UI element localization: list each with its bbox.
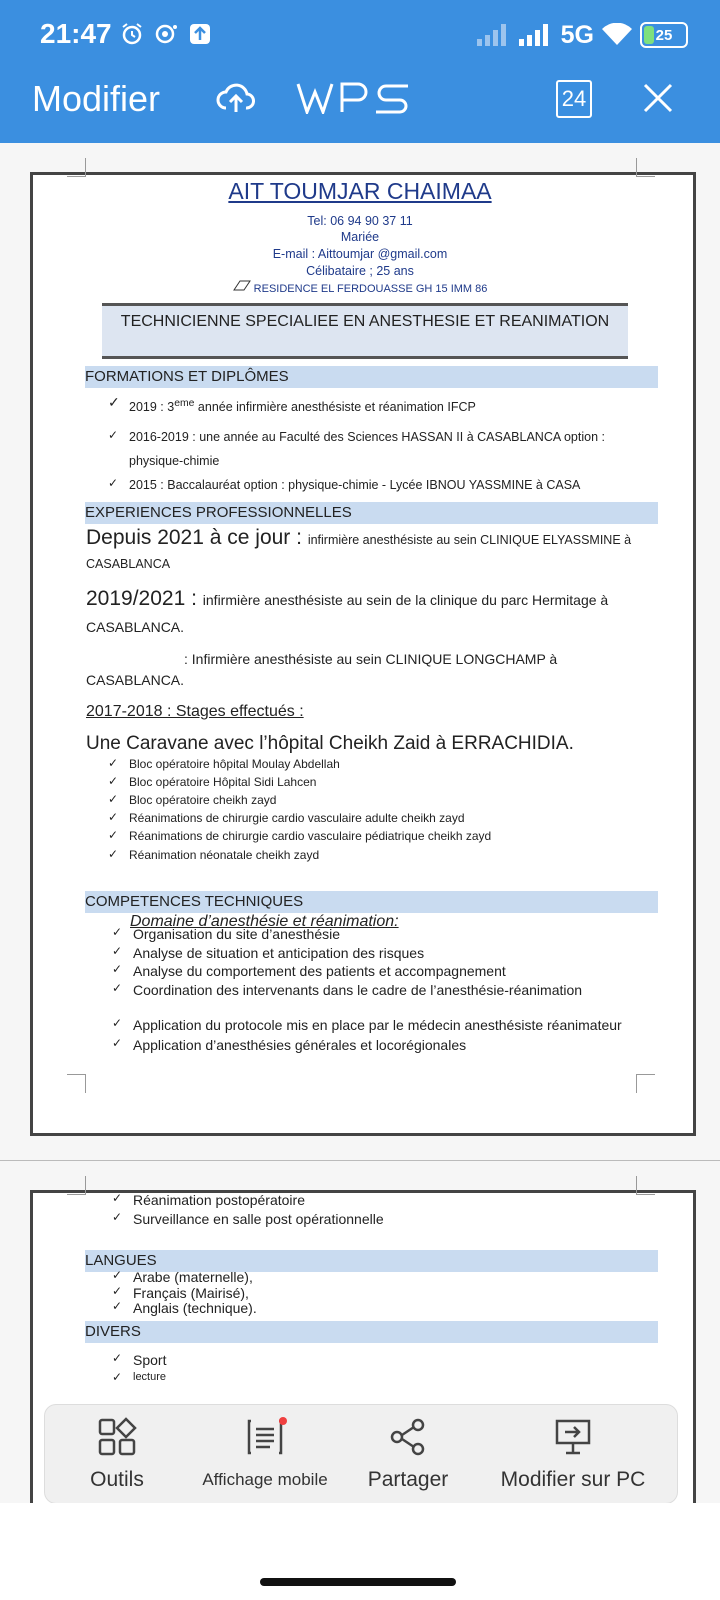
experience-1-period: Depuis 2021 à ce jour : [86,526,308,549]
home-indicator[interactable] [260,1578,456,1586]
edit-on-pc-button[interactable] [499,1417,647,1492]
page-count-badge[interactable]: 24 [556,80,592,118]
check-icon: ✓ [108,476,119,490]
stages-title: 2017-2018 : Stages effectués : [86,703,304,720]
experience-2-cont: CASABLANCA. [86,619,185,635]
check-icon: ✓ [112,944,123,958]
competence-item: Analyse du comportement des patients et accompagnement [133,963,506,979]
monitor-icon [553,1417,593,1457]
check-icon: ✓ [112,1268,123,1282]
section-divers: DIVERS [85,1321,658,1343]
competence-item: Organisation du site d’anesthésie [133,926,341,942]
crop-mark [67,158,86,177]
contact-status: Mariée [340,230,380,244]
share-label: Partager [367,1468,449,1491]
section-experiences: EXPERIENCES PROFESSIONNELLES [85,502,658,524]
check-icon: ✓ [112,1036,123,1050]
crop-mark [67,1176,86,1195]
contact-age: Célibataire ; 25 ans [306,264,414,278]
check-icon: ✓ [108,774,119,788]
crop-mark [636,1176,655,1195]
edit-button[interactable]: Modifier [32,78,161,119]
share-icon [388,1417,428,1457]
cv-name: AIT TOUMJAR CHAIMAA [228,178,492,204]
close-icon[interactable] [642,82,674,114]
formation-3: 2015 : Baccalauréat option : physique-chimie - Lycée IBNOU YASSMINE à CASA [129,478,581,492]
divers-item: lecture [133,1371,167,1383]
envelope-icon [233,280,251,292]
competence-item: Analyse de situation et anticipation des risques [133,945,425,961]
experience-2 [86,587,608,611]
mobile-view-label: Affichage mobile [202,1470,328,1489]
experience-1-cont: CASABLANCA [86,557,171,571]
contact-email: E-mail : Aittoumjar @gmail.com [272,247,448,261]
langue-item: Anglais (technique). [133,1300,257,1316]
formation-1 [129,398,476,414]
job-title: TECHNICIENNE SPECIALIEE EN ANESTHESIE ET REANIMATION [102,303,628,359]
caravane: Une Caravane avec l’hôpital Cheikh Zaid à ERRACHIDIA. [86,733,574,754]
section-competences: COMPETENCES TECHNIQUES [85,891,658,913]
battery-level: 25 [655,26,673,44]
status-bar [0,0,720,70]
check-icon: ✓ [108,847,119,861]
upload-status-icon [188,22,212,46]
check-icon: ✓ [112,1284,123,1298]
competence-item: Coordination des intervenants dans le cadre de l’anesthésie-réanimation [133,982,583,998]
experience-3: : Infirmière anesthésiste au sein CLINIQUE LONGCHAMP à [184,651,558,667]
tools-label: Outils [90,1468,144,1491]
competence-domain: Domaine d’anesthésie et réanimation: [130,913,399,930]
stage-item: Réanimations de chirurgie cardio vasculaire adulte cheikh zayd [129,811,465,825]
check-icon: ✓ [108,394,120,410]
check-icon: ✓ [112,1191,123,1205]
competence-item: Application d’anesthésies générales et locorégionales [133,1037,467,1053]
experience-3-cont: CASABLANCA. [86,672,185,688]
edit-on-pc-label: Modifier sur PC [500,1468,646,1491]
check-icon: ✓ [108,428,119,442]
cloud-upload-icon[interactable] [216,80,256,116]
stage-item: Bloc opératoire Hôpital Sidi Lahcen [129,775,317,789]
contact-phone: Tel: 06 94 90 37 11 [307,214,413,228]
alarm-icon [120,22,144,46]
stage-item: Réanimation néonatale cheikh zayd [129,848,320,862]
notification-icon [154,22,178,46]
experience-2-period: 2019/2021 : [86,587,203,610]
check-icon: ✓ [112,1351,123,1365]
experience-2-text: infirmière anesthésiste au sein de la clinique du parc Hermitage à [202,592,609,608]
signal-icon [519,24,553,46]
mobile-view-button[interactable] [195,1417,335,1490]
langue-item: Arabe (maternelle), [133,1269,253,1285]
contact-address: RESIDENCE EL FERDOUASSE GH 15 IMM 86 [253,283,488,295]
check-icon: ✓ [112,925,123,939]
check-icon: ✓ [108,828,119,842]
mobile-view-icon [243,1417,287,1457]
contact-address-row [0,280,720,295]
stage-item: Bloc opératoire cheikh zayd [129,793,277,807]
check-icon: ✓ [112,1210,123,1224]
check-icon: ✓ [112,1370,123,1384]
check-icon: ✓ [108,756,119,770]
formation-2-cont: physique-chimie [129,454,220,468]
formation-1-text: année infirmière anesthésiste et réanimation IFCP [194,400,476,415]
stage-item: Bloc opératoire hôpital Moulay Abdellah [129,757,340,771]
competence-item: Application du protocole mis en place par le médecin anesthésiste réanimateur [133,1017,622,1033]
status-right [477,18,688,52]
status-time: 21:47 [40,18,112,49]
formation-1-year: 2019 : 3 [129,400,175,415]
crop-mark [67,1074,86,1093]
experience-1 [86,526,631,550]
check-icon: ✓ [112,1016,123,1030]
tools-grid-icon [97,1417,137,1457]
check-icon: ✓ [112,962,123,976]
competence-item: Réanimation postopératoire [133,1192,305,1208]
network-type: 5G [560,20,594,49]
wifi-icon [602,23,632,47]
divers-item: Sport [133,1352,167,1368]
section-langues: LANGUES [85,1250,658,1272]
crop-mark [636,158,655,177]
stage-item: Réanimations de chirurgie cardio vasculaire pédiatrique cheikh zayd [129,829,492,843]
signal-weak-icon [477,24,511,46]
crop-mark [636,1074,655,1093]
tools-button[interactable] [75,1417,159,1492]
check-icon: ✓ [112,1299,123,1313]
section-formations: FORMATIONS ET DIPLÔMES [85,366,658,388]
check-icon: ✓ [108,792,119,806]
competence-item: Surveillance en salle post opérationnelle [133,1211,384,1227]
wps-logo-icon [296,82,412,114]
formation-1-sup: eme [174,398,195,409]
check-icon: ✓ [112,981,123,995]
app-header [0,0,720,143]
langue-item: Français (Mairisé), [133,1285,249,1301]
battery-indicator [640,22,688,48]
share-button[interactable] [363,1417,453,1492]
experience-1-text: infirmière anesthésiste au sein CLINIQUE ELYASSMINE à [307,533,632,547]
formation-2: 2016-2019 : une année au Faculté des Sciences HASSAN II à CASABLANCA option : [129,430,605,444]
bottom-toolbar [44,1404,678,1504]
check-icon: ✓ [108,810,119,824]
page-separator [0,1160,720,1161]
